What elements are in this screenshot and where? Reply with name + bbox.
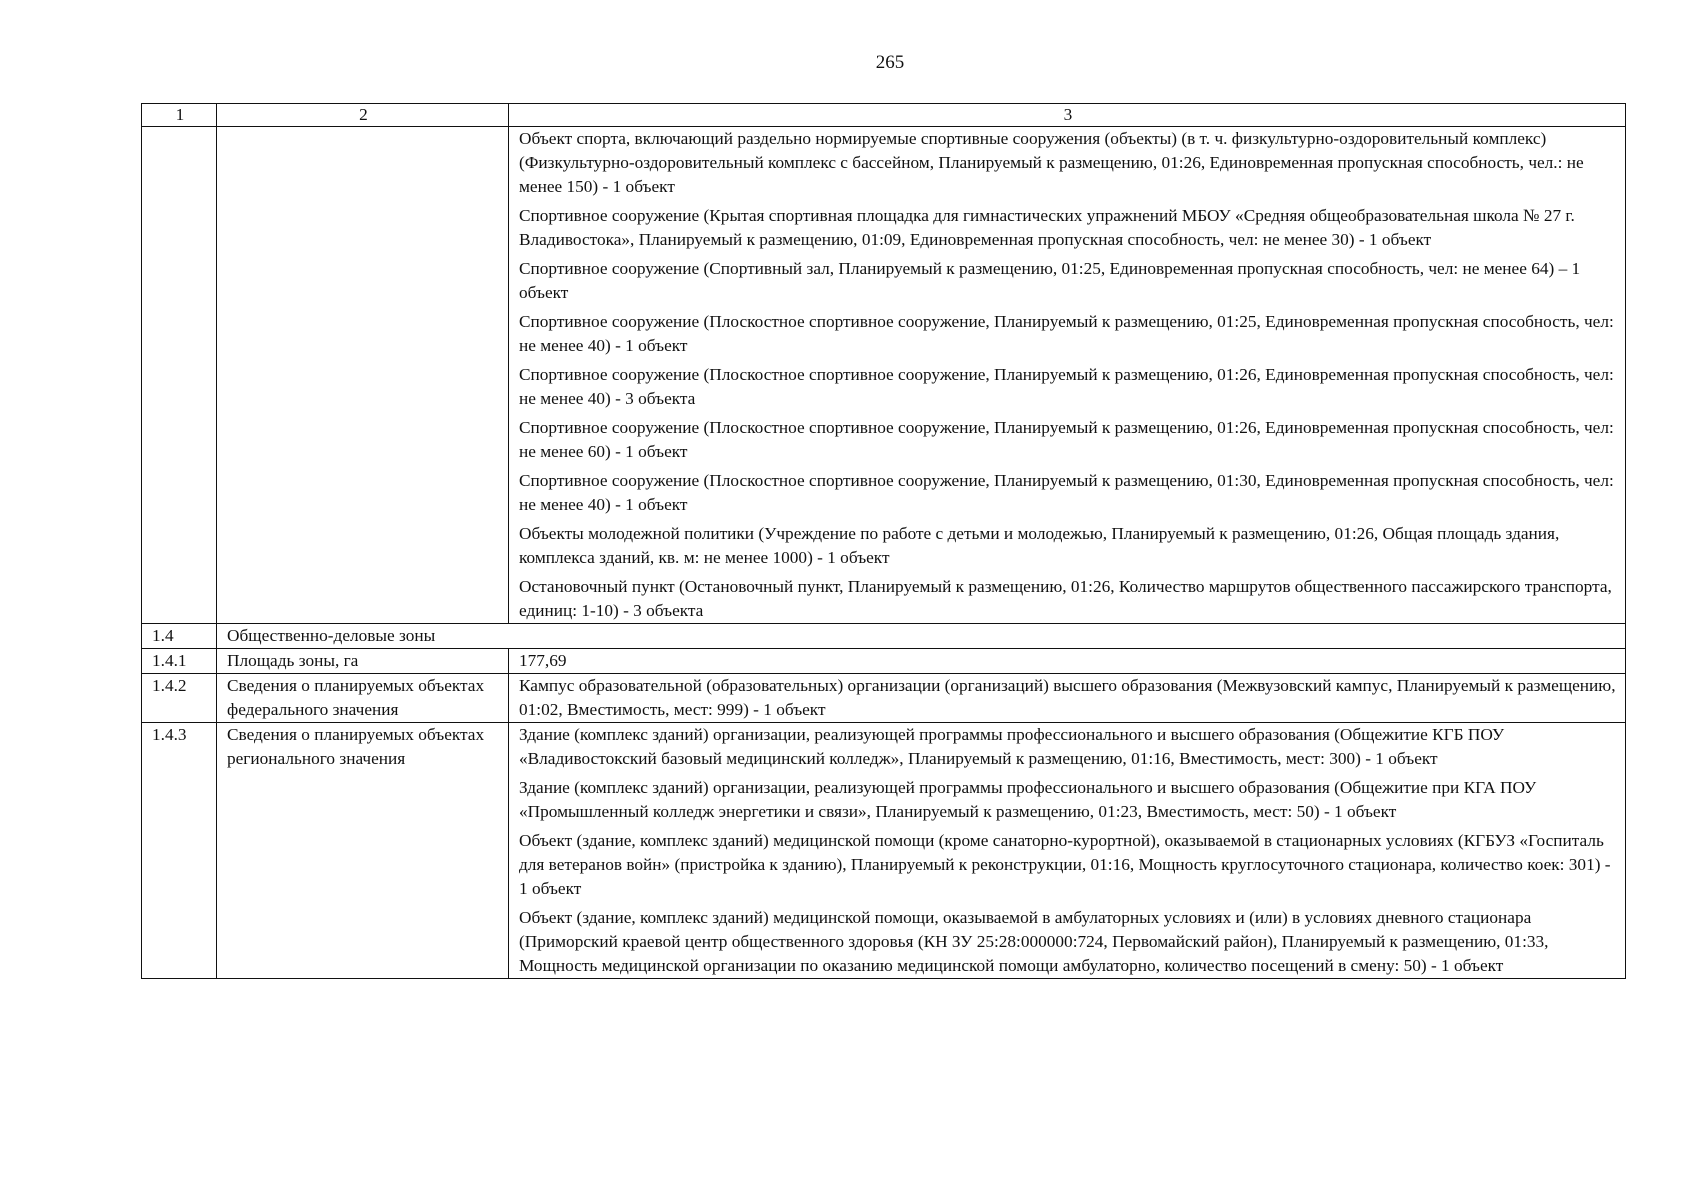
object-entry: Объект спорта, включающий раздельно нормируемые спортивные сооружения (объекты) (в т. ч. физкультурно-оздоровительный комплекс) (Физкультурно-оздоровительный комплекс с бассейном, Планируемый к размещению, 01:26, Единовременная пропускная способность, чел.: не менее 150) - 1 объект <box>519 129 1584 196</box>
object-entry: Спортивное сооружение (Плоскостное спортивное сооружение, Планируемый к размещению, 01:25, Единовременная пропускная способность, чел: не менее 40) - 1 объект <box>519 312 1614 355</box>
cell-entries <box>509 723 1626 979</box>
row-label: Сведения о планируемых объектах регионального значения <box>217 723 509 979</box>
row-label: Площадь зоны, га <box>217 649 509 674</box>
column-header-1: 1 <box>142 104 217 127</box>
row-number: 1.4 <box>142 624 217 649</box>
row-label: Сведения о планируемых объектах федерального значения <box>217 674 509 723</box>
object-entry: Спортивное сооружение (Плоскостное спортивное сооружение, Планируемый к размещению, 01:26, Единовременная пропускная способность, чел: не менее 40) - 3 объекта <box>519 365 1614 408</box>
row-number: 1.4.3 <box>142 723 217 979</box>
cell-number <box>142 127 217 624</box>
object-entry: Объекты молодежной политики (Учреждение по работе с детьми и молодежью, Планируемый к размещению, 01:26, Общая площадь здания, комплекса зданий, кв. м: не менее 1000) - 1 объект <box>519 524 1560 567</box>
column-header-3: 3 <box>509 104 1626 127</box>
object-entry: Спортивное сооружение (Крытая спортивная площадка для гимнастических упражнений МБОУ «Средняя общеобразовательная школа № 27 г. Владивостока», Планируемый к размещению, 01:09, Единовременная пропускная способность, чел: не менее 30) - 1 объект <box>519 206 1575 249</box>
column-header-2: 2 <box>217 104 509 127</box>
row-number: 1.4.1 <box>142 649 217 674</box>
object-entry: Спортивное сооружение (Плоскостное спортивное сооружение, Планируемый к размещению, 01:30, Единовременная пропускная способность, чел: не менее 40) - 1 объект <box>519 471 1614 514</box>
object-entry: Спортивное сооружение (Спортивный зал, Планируемый к размещению, 01:25, Единовременная пропускная способность, чел: не менее 64) – 1 объект <box>519 259 1581 302</box>
object-entry: Объект (здание, комплекс зданий) медицинской помощи, оказываемой в амбулаторных условиях и (или) в условиях дневного стационара (Приморский краевой центр общественного здоровья (КН ЗУ 25:28:000000:724, Первомайский район), Планируемый к размещению, 01:33, Мощность медицинской организации по оказанию медицинской помощи амбулаторно, количество посещений в смену: 50) - 1 объект <box>519 908 1549 975</box>
table-row-1-4 <box>142 624 1626 649</box>
cell-entries <box>509 127 1626 624</box>
object-entry: Кампус образовательной (образовательных) организации (организаций) высшего образования (Межвузовский кампус, Планируемый к размещению, 01:02, Вместимость, мест: 999) - 1 объект <box>519 676 1616 719</box>
cell-entries <box>509 674 1626 723</box>
row-number: 1.4.2 <box>142 674 217 723</box>
planning-table <box>141 103 1626 979</box>
table-row-1-4-2 <box>142 674 1626 723</box>
section-title: Общественно-деловые зоны <box>217 624 1626 649</box>
table-row-1-4-1 <box>142 649 1626 674</box>
row-value: 177,69 <box>509 649 1626 674</box>
cell-name <box>217 127 509 624</box>
object-entry: Остановочный пункт (Остановочный пункт, Планируемый к размещению, 01:26, Количество маршрутов общественного пассажирского транспорта, единиц: 1-10) - 3 объекта <box>519 577 1612 620</box>
object-entry: Спортивное сооружение (Плоскостное спортивное сооружение, Планируемый к размещению, 01:26, Единовременная пропускная способность, чел: не менее 60) - 1 объект <box>519 418 1614 461</box>
table-row-1-4-3 <box>142 723 1626 979</box>
page-number: 265 <box>875 52 905 73</box>
continuation-row <box>142 127 1626 624</box>
object-entry: Здание (комплекс зданий) организации, реализующей программы профессионального и высшего образования (Общежитие КГБ ПОУ «Владивостокский базовый медицинский колледж», Планируемый к размещению, 01:16, Вместимость, мест: 300) - 1 объект <box>519 725 1505 768</box>
object-entry: Объект (здание, комплекс зданий) медицинской помощи (кроме санаторно-курортной), оказываемой в стационарных условиях (КГБУЗ «Госпиталь для ветеранов войн» (пристройка к зданию), Планируемый к реконструкции, 01:16, Мощность круглосуточного стационара, количество коек: 301) - 1 объект <box>519 831 1611 898</box>
column-header-row <box>142 104 1626 127</box>
object-entry: Здание (комплекс зданий) организации, реализующей программы профессионального и высшего образования (Общежитие при КГА ПОУ «Промышленный колледж энергетики и связи», Планируемый к размещению, 01:23, Вместимость, мест: 50) - 1 объект <box>519 778 1537 821</box>
